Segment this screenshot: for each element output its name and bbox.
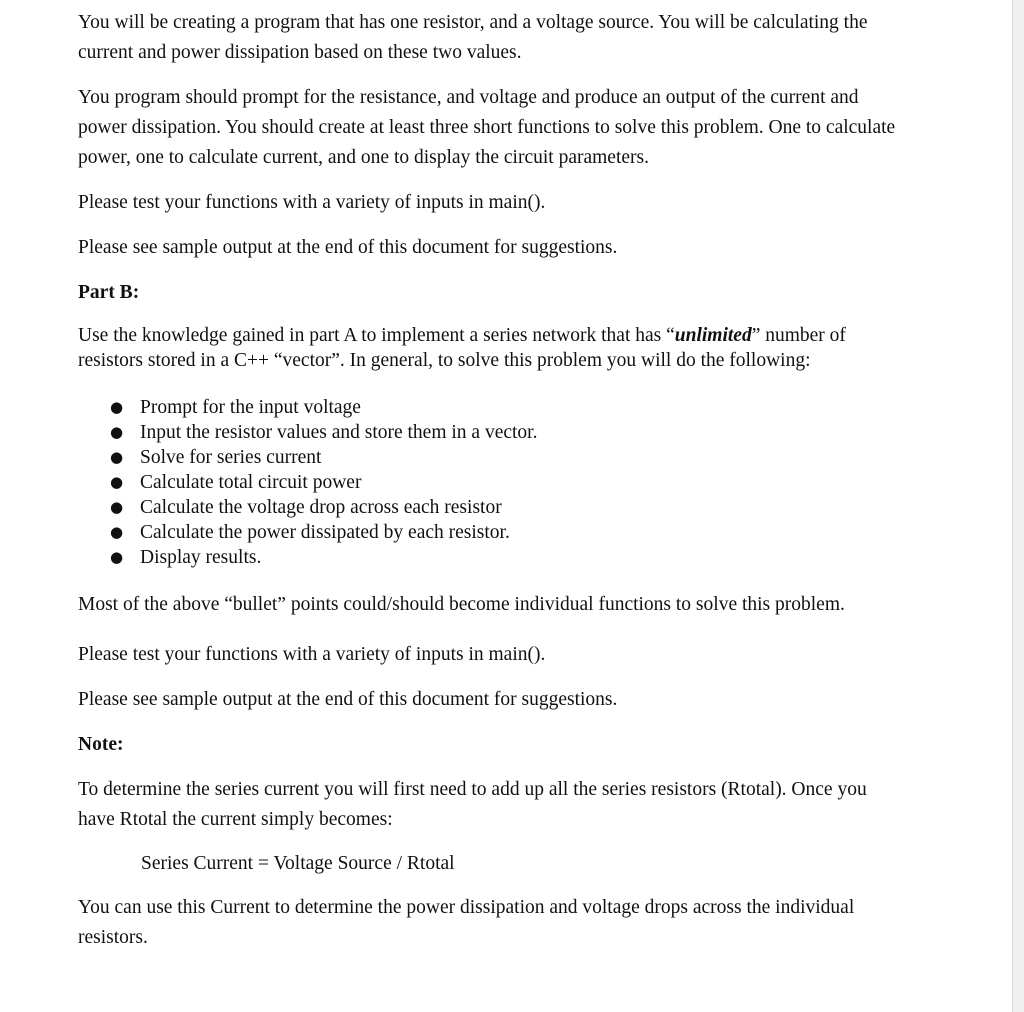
bullet-item: ● Input the resistor values and store them in a vector.: [110, 420, 908, 445]
test-paragraph-a: Please test your functions with a variety of inputs in main().: [78, 192, 546, 213]
note-heading: Note:: [78, 734, 124, 755]
series-current-formula: Series Current = Voltage Source / Rtotal: [141, 853, 455, 874]
unlimited-emphasis: unlimited: [674, 325, 752, 346]
prompt-paragraph: You program should prompt for the resistance, and voltage and produce an output of the current and power dissipation. You should create at least three short functions to solve this problem. One to calculate power, one to calculate current, and one to display the circuit parameters.: [78, 87, 896, 168]
steps-bullet-list: [78, 395, 908, 570]
sample-paragraph-b: Please see sample output at the end of this document for suggestions.: [78, 689, 618, 710]
bullet-item: ● Prompt for the input voltage: [110, 395, 908, 420]
part-b-text-pre: Use the knowledge gained in part A to implement a series network that has “: [78, 325, 675, 346]
bullet-item: ● Calculate the voltage drop across each resistor: [110, 495, 908, 520]
bullet-item: ● Display results.: [110, 545, 908, 570]
part-b-paragraph: [78, 323, 908, 373]
document-content: [78, 8, 908, 953]
closing-paragraph: You can use this Current to determine the power dissipation and voltage drops across the individual resistors.: [78, 897, 855, 948]
bullet-item: ● Calculate the power dissipated by each resistor.: [110, 520, 908, 545]
test-paragraph-b: Please test your functions with a variety of inputs in main().: [78, 644, 546, 665]
bullet-item: ● Calculate total circuit power: [110, 470, 908, 495]
sample-paragraph-a: Please see sample output at the end of this document for suggestions.: [78, 237, 618, 258]
part-b-text-post: ” number of resistors stored in a C++ “vector”. In general, to solve this problem you will do the following:: [78, 325, 846, 371]
bullets-note-paragraph: Most of the above “bullet” points could/should become individual functions to solve this problem.: [78, 594, 845, 615]
intro-paragraph: You will be creating a program that has one resistor, and a voltage source. You will be calculating the current and power dissipation based on these two values.: [78, 12, 868, 63]
bullet-item: ● Solve for series current: [110, 445, 908, 470]
part-b-heading: Part B:: [78, 282, 140, 303]
series-explain-paragraph: To determine the series current you will first need to add up all the series resistors (Rtotal). Once you have Rtotal the current simply becomes:: [78, 779, 867, 830]
